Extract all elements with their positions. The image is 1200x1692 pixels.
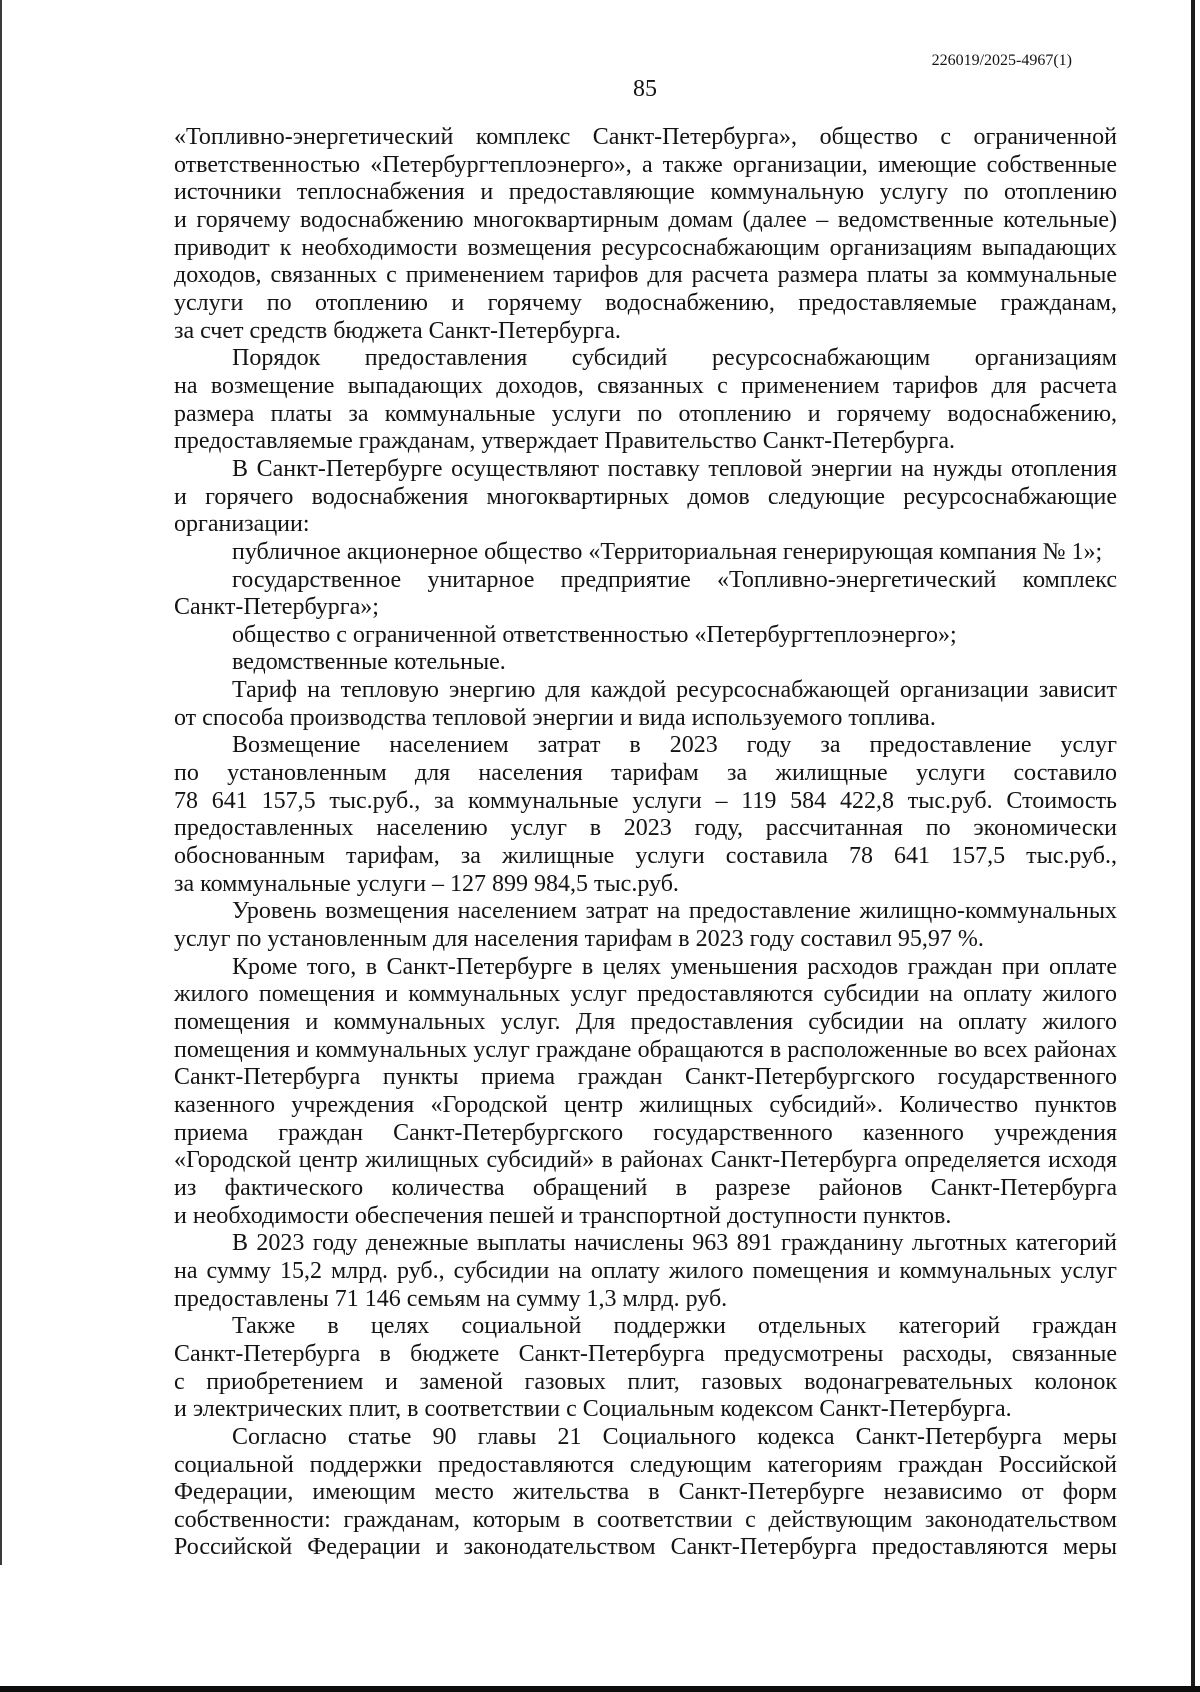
paragraph [174, 1230, 1117, 1313]
text-line: услуги по отоплению и горячему водоснабжению, предоставляемые гражданам, [174, 289, 1117, 316]
list-item [174, 622, 1117, 650]
text-line: государственное унитарное предприятие «Топливно-энергетический комплекс [232, 566, 1117, 593]
scan-border-left [0, 0, 2, 1565]
text-line: из фактического количества обращений в разрезе районов Санкт-Петербурга [174, 1174, 1117, 1201]
list-item [174, 649, 1117, 677]
text-line: на возмещение выпадающих доходов, связанных с применением тарифов для расчета [174, 372, 1117, 399]
paragraph [174, 677, 1117, 732]
text-line: Санкт-Петербурга пункты приема граждан Санкт-Петербургского государственного [174, 1064, 1117, 1091]
text-line: Санкт-Петербурга в бюджете Санкт-Петербурга предусмотрены расходы, связанные [174, 1340, 1117, 1367]
text-line: Российской Федерации и законодательством Санкт-Петербурга предоставляются меры [174, 1534, 1117, 1561]
text-line: Уровень возмещения населением затрат на предоставление жилищно-коммунальных [232, 898, 1117, 925]
page-number: 85 [633, 76, 657, 102]
text-line: В 2023 году денежные выплаты начислены 963 891 гражданину льготных категорий [232, 1230, 1117, 1257]
text-line: Кроме того, в Санкт-Петербурге в целях уменьшения расходов граждан при оплате [232, 953, 1117, 980]
text-line: Согласно статье 90 главы 21 Социального кодекса Санкт-Петербурга меры [232, 1423, 1117, 1450]
text-line: источники теплоснабжения и предоставляющие коммунальную услугу по отоплению [174, 179, 1117, 206]
text-line: доходов, связанных с применением тарифов для расчета размера платы за коммунальные [174, 262, 1117, 289]
list-item [174, 567, 1117, 622]
text-line: и горячего водоснабжения многоквартирных домов следующие ресурсоснабжающие [174, 483, 1117, 510]
text-line: предоставленных населению услуг в 2023 году, рассчитанная по экономически [174, 815, 1117, 842]
text-line: и электрических плит, в соответствии с Социальным кодексом Санкт-Петербурга. [174, 1396, 1012, 1423]
text-line: за счет средств бюджета Санкт-Петербурга. [174, 317, 621, 344]
list-item [174, 539, 1117, 567]
text-line: В Санкт-Петербурге осуществляют поставку тепловой энергии на нужды отопления [232, 455, 1117, 482]
paragraph [174, 954, 1117, 1231]
text-line: от способа производства тепловой энергии и вида используемого топлива. [174, 704, 936, 731]
document-body [174, 124, 1117, 1562]
paragraph [174, 732, 1117, 898]
text-line: предоставлены 71 146 семьям на сумму 1,3 млрд. руб. [174, 1285, 728, 1312]
text-line: собственности: гражданам, которым в соответствии с действующим законодательством [174, 1506, 1117, 1533]
text-line: с приобретением и заменой газовых плит, газовых водонагревательных колонок [174, 1368, 1117, 1395]
paragraph [174, 898, 1117, 953]
paragraph [174, 345, 1117, 456]
text-line: и горячему водоснабжению многоквартирным домам (далее – ведомственные котельные) [174, 206, 1117, 233]
scan-border-bottom [0, 1686, 1200, 1692]
text-line: «Топливно-энергетический комплекс Санкт-Петербурга», общество с ограниченной [174, 124, 1117, 150]
text-line: на сумму 15,2 млрд. руб., субсидии на оплату жилого помещения и коммунальных услуг [174, 1257, 1117, 1284]
text-line: и необходимости обеспечения пешей и транспортной доступности пунктов. [174, 1202, 952, 1229]
text-line: приема граждан Санкт-Петербургского государственного казенного учреждения [174, 1119, 1117, 1146]
text-line: Также в целях социальной поддержки отдельных категорий граждан [232, 1313, 1117, 1340]
text-line: Возмещение населением затрат в 2023 году за предоставление услуг [232, 732, 1117, 759]
text-line: обоснованным тарифам, за жилищные услуги составила 78 641 157,5 тыс.руб., [174, 843, 1117, 870]
text-line: жилого помещения и коммунальных услуг предоставляются субсидии на оплату жилого [174, 981, 1117, 1008]
text-line: «Городской центр жилищных субсидий» в районах Санкт-Петербурга определяется исходя [174, 1147, 1117, 1174]
text-line: общество с ограниченной ответственностью «Петербургтеплоэнерго»; [232, 621, 957, 648]
text-line: приводит к необходимости возмещения ресурсоснабжающим организациям выпадающих [174, 234, 1117, 261]
text-line: Тариф на тепловую энергию для каждой ресурсоснабжающей организации зависит [232, 677, 1117, 704]
text-line: организации: [174, 511, 310, 538]
text-line: социальной поддержки предоставляются следующим категориям граждан Российской [174, 1451, 1117, 1478]
paragraph [174, 124, 1117, 345]
text-line: казенного учреждения «Городской центр жилищных субсидий». Количество пунктов [174, 1091, 1117, 1118]
text-line: публичное акционерное общество «Территориальная генерирующая компания № 1»; [232, 538, 1103, 565]
document-number: 226019/2025-4967(1) [931, 52, 1072, 69]
text-line: помещения и коммунальных услуг. Для предоставления субсидии на оплату жилого [174, 1009, 1117, 1035]
text-line: размера платы за коммунальные услуги по отоплению и горячему водоснабжению, [174, 400, 1117, 427]
text-line: ответственностью «Петербургтеплоэнерго», а также организации, имеющие собственные [174, 151, 1117, 178]
text-line: ведомственные котельные. [232, 649, 506, 676]
text-line: предоставляемые гражданам, утверждает Правительство Санкт-Петербурга. [174, 428, 956, 455]
text-line: услуг по установленным для населения тарифам в 2023 году составил 95,97 %. [174, 926, 984, 953]
scan-border-right [1191, 0, 1195, 1692]
text-line: за коммунальные услуги – 127 899 984,5 тыс.руб. [174, 870, 679, 897]
text-line: по установленным для населения тарифам за жилищные услуги составило [174, 760, 1117, 787]
text-line: Санкт-Петербурга»; [174, 594, 379, 621]
text-line: Федерации, имеющим место жительства в Санкт-Петербурге независимо от форм [174, 1479, 1117, 1506]
text-line: 78 641 157,5 тыс.руб., за коммунальные услуги – 119 584 422,8 тыс.руб. Стоимость [174, 787, 1117, 814]
paragraph [174, 1424, 1117, 1562]
paragraph [174, 1313, 1117, 1424]
text-line: Порядок предоставления субсидий ресурсоснабжающим организациям [232, 345, 1117, 372]
paragraph [174, 456, 1117, 539]
text-line: помещения и коммунальных услуг граждане обращаются в расположенные во всех районах [174, 1036, 1117, 1063]
